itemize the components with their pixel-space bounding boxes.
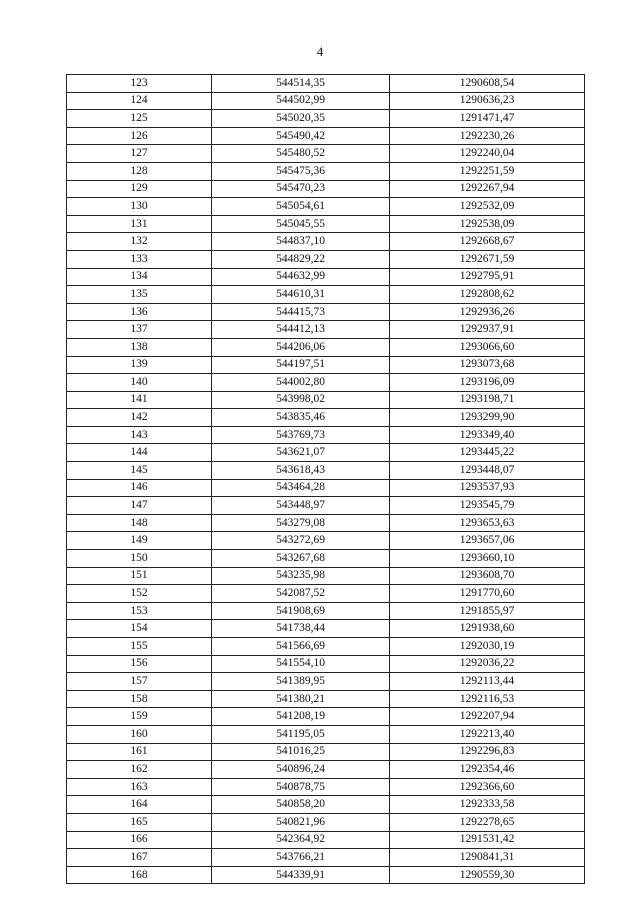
- table-row: [67, 356, 585, 374]
- x-coordinate-cell: 543618,43: [212, 462, 390, 480]
- table-row: [67, 585, 585, 603]
- table-row: [67, 321, 585, 339]
- y-coordinate-cell: 1292296,83: [390, 743, 585, 761]
- x-coordinate-cell: 542364,92: [212, 831, 390, 849]
- y-coordinate-cell: 1290608,54: [390, 75, 585, 93]
- x-coordinate-cell: 544632,99: [212, 268, 390, 286]
- x-coordinate-cell: 545470,23: [212, 180, 390, 198]
- point-number-cell: 164: [67, 796, 212, 814]
- x-coordinate-cell: 545045,55: [212, 215, 390, 233]
- x-coordinate-cell: 540858,20: [212, 796, 390, 814]
- y-coordinate-cell: 1293653,63: [390, 514, 585, 532]
- x-coordinate-cell: 543998,02: [212, 391, 390, 409]
- x-coordinate-cell: 541016,25: [212, 743, 390, 761]
- y-coordinate-cell: 1291770,60: [390, 585, 585, 603]
- y-coordinate-cell: 1290636,23: [390, 92, 585, 110]
- x-coordinate-cell: 541554,10: [212, 655, 390, 673]
- coordinates-table: [66, 74, 585, 884]
- point-number-cell: 155: [67, 638, 212, 656]
- x-coordinate-cell: 543769,73: [212, 426, 390, 444]
- table-row: [67, 725, 585, 743]
- x-coordinate-cell: 544610,31: [212, 286, 390, 304]
- table-row: [67, 620, 585, 638]
- x-coordinate-cell: 545490,42: [212, 127, 390, 145]
- x-coordinate-cell: 543272,69: [212, 532, 390, 550]
- x-coordinate-cell: 545020,35: [212, 110, 390, 128]
- point-number-cell: 144: [67, 444, 212, 462]
- y-coordinate-cell: 1293066,60: [390, 338, 585, 356]
- y-coordinate-cell: 1292354,46: [390, 761, 585, 779]
- x-coordinate-cell: 543279,08: [212, 514, 390, 532]
- table-row: [67, 761, 585, 779]
- point-number-cell: 136: [67, 303, 212, 321]
- x-coordinate-cell: 544339,91: [212, 866, 390, 884]
- y-coordinate-cell: 1293445,22: [390, 444, 585, 462]
- x-coordinate-cell: 541738,44: [212, 620, 390, 638]
- x-coordinate-cell: 541389,95: [212, 673, 390, 691]
- table-row: [67, 462, 585, 480]
- y-coordinate-cell: 1293537,93: [390, 479, 585, 497]
- table-row: [67, 497, 585, 515]
- y-coordinate-cell: 1293660,10: [390, 550, 585, 568]
- table-row: [67, 426, 585, 444]
- y-coordinate-cell: 1292808,62: [390, 286, 585, 304]
- y-coordinate-cell: 1292937,91: [390, 321, 585, 339]
- x-coordinate-cell: 540878,75: [212, 778, 390, 796]
- y-coordinate-cell: 1292333,58: [390, 796, 585, 814]
- table-row: [67, 708, 585, 726]
- y-coordinate-cell: 1292116,53: [390, 690, 585, 708]
- y-coordinate-cell: 1292240,04: [390, 145, 585, 163]
- x-coordinate-cell: 543448,97: [212, 497, 390, 515]
- y-coordinate-cell: 1292230,26: [390, 127, 585, 145]
- table-row: [67, 374, 585, 392]
- x-coordinate-cell: 541566,69: [212, 638, 390, 656]
- y-coordinate-cell: 1291471,47: [390, 110, 585, 128]
- y-coordinate-cell: 1293545,79: [390, 497, 585, 515]
- point-number-cell: 163: [67, 778, 212, 796]
- point-number-cell: 148: [67, 514, 212, 532]
- table-row: [67, 532, 585, 550]
- x-coordinate-cell: 540896,24: [212, 761, 390, 779]
- y-coordinate-cell: 1293448,07: [390, 462, 585, 480]
- y-coordinate-cell: 1292668,67: [390, 233, 585, 251]
- point-number-cell: 143: [67, 426, 212, 444]
- x-coordinate-cell: 543267,68: [212, 550, 390, 568]
- y-coordinate-cell: 1292795,91: [390, 268, 585, 286]
- y-coordinate-cell: 1292267,94: [390, 180, 585, 198]
- point-number-cell: 167: [67, 849, 212, 867]
- table-row: [67, 215, 585, 233]
- table-row: [67, 550, 585, 568]
- table-row: [67, 286, 585, 304]
- table-row: [67, 602, 585, 620]
- table-row: [67, 391, 585, 409]
- table-row: [67, 813, 585, 831]
- x-coordinate-cell: 540821,96: [212, 813, 390, 831]
- table-row: [67, 567, 585, 585]
- table-row: [67, 338, 585, 356]
- point-number-cell: 147: [67, 497, 212, 515]
- y-coordinate-cell: 1292936,26: [390, 303, 585, 321]
- x-coordinate-cell: 541195,05: [212, 725, 390, 743]
- x-coordinate-cell: 544837,10: [212, 233, 390, 251]
- x-coordinate-cell: 543464,28: [212, 479, 390, 497]
- point-number-cell: 138: [67, 338, 212, 356]
- table-row: [67, 514, 585, 532]
- point-number-cell: 123: [67, 75, 212, 93]
- y-coordinate-cell: 1292207,94: [390, 708, 585, 726]
- y-coordinate-cell: 1293608,70: [390, 567, 585, 585]
- page-number: 4: [316, 44, 324, 59]
- x-coordinate-cell: 543621,07: [212, 444, 390, 462]
- point-number-cell: 159: [67, 708, 212, 726]
- table-row: [67, 849, 585, 867]
- x-coordinate-cell: 545475,36: [212, 162, 390, 180]
- y-coordinate-cell: 1292532,09: [390, 198, 585, 216]
- point-number-cell: 140: [67, 374, 212, 392]
- table-row: [67, 655, 585, 673]
- point-number-cell: 154: [67, 620, 212, 638]
- point-number-cell: 131: [67, 215, 212, 233]
- point-number-cell: 168: [67, 866, 212, 884]
- point-number-cell: 127: [67, 145, 212, 163]
- x-coordinate-cell: 544197,51: [212, 356, 390, 374]
- y-coordinate-cell: 1293349,40: [390, 426, 585, 444]
- point-number-cell: 151: [67, 567, 212, 585]
- x-coordinate-cell: 541380,21: [212, 690, 390, 708]
- point-number-cell: 129: [67, 180, 212, 198]
- point-number-cell: 142: [67, 409, 212, 427]
- table-row: [67, 250, 585, 268]
- point-number-cell: 160: [67, 725, 212, 743]
- table-row: [67, 92, 585, 110]
- point-number-cell: 157: [67, 673, 212, 691]
- point-number-cell: 141: [67, 391, 212, 409]
- table-row: [67, 162, 585, 180]
- table-row: [67, 831, 585, 849]
- y-coordinate-cell: 1293299,90: [390, 409, 585, 427]
- y-coordinate-cell: 1292278,65: [390, 813, 585, 831]
- point-number-cell: 134: [67, 268, 212, 286]
- table-row: [67, 268, 585, 286]
- point-number-cell: 162: [67, 761, 212, 779]
- table-row: [67, 866, 585, 884]
- x-coordinate-cell: 544412,13: [212, 321, 390, 339]
- x-coordinate-cell: 544415,73: [212, 303, 390, 321]
- coordinates-table-body: [67, 75, 585, 884]
- x-coordinate-cell: 543835,46: [212, 409, 390, 427]
- point-number-cell: 145: [67, 462, 212, 480]
- y-coordinate-cell: 1292671,59: [390, 250, 585, 268]
- point-number-cell: 152: [67, 585, 212, 603]
- x-coordinate-cell: 544514,35: [212, 75, 390, 93]
- table-row: [67, 198, 585, 216]
- point-number-cell: 165: [67, 813, 212, 831]
- table-row: [67, 778, 585, 796]
- point-number-cell: 153: [67, 602, 212, 620]
- table-row: [67, 127, 585, 145]
- x-coordinate-cell: 542087,52: [212, 585, 390, 603]
- x-coordinate-cell: 541908,69: [212, 602, 390, 620]
- point-number-cell: 132: [67, 233, 212, 251]
- y-coordinate-cell: 1293657,06: [390, 532, 585, 550]
- y-coordinate-cell: 1291531,42: [390, 831, 585, 849]
- table-row: [67, 409, 585, 427]
- point-number-cell: 125: [67, 110, 212, 128]
- point-number-cell: 166: [67, 831, 212, 849]
- table-row: [67, 145, 585, 163]
- x-coordinate-cell: 544206,06: [212, 338, 390, 356]
- y-coordinate-cell: 1290841,31: [390, 849, 585, 867]
- y-coordinate-cell: 1293198,71: [390, 391, 585, 409]
- point-number-cell: 126: [67, 127, 212, 145]
- x-coordinate-cell: 541208,19: [212, 708, 390, 726]
- x-coordinate-cell: 543235,98: [212, 567, 390, 585]
- y-coordinate-cell: 1292366,60: [390, 778, 585, 796]
- point-number-cell: 139: [67, 356, 212, 374]
- point-number-cell: 128: [67, 162, 212, 180]
- point-number-cell: 133: [67, 250, 212, 268]
- point-number-cell: 161: [67, 743, 212, 761]
- x-coordinate-cell: 543766,21: [212, 849, 390, 867]
- y-coordinate-cell: 1292036,22: [390, 655, 585, 673]
- table-row: [67, 743, 585, 761]
- point-number-cell: 137: [67, 321, 212, 339]
- table-row: [67, 638, 585, 656]
- table-row: [67, 75, 585, 93]
- point-number-cell: 149: [67, 532, 212, 550]
- point-number-cell: 156: [67, 655, 212, 673]
- table-row: [67, 444, 585, 462]
- y-coordinate-cell: 1290559,30: [390, 866, 585, 884]
- x-coordinate-cell: 544502,99: [212, 92, 390, 110]
- x-coordinate-cell: 545054,61: [212, 198, 390, 216]
- table-row: [67, 673, 585, 691]
- table-row: [67, 180, 585, 198]
- table-row: [67, 690, 585, 708]
- point-number-cell: 124: [67, 92, 212, 110]
- y-coordinate-cell: 1292113,44: [390, 673, 585, 691]
- x-coordinate-cell: 544829,22: [212, 250, 390, 268]
- y-coordinate-cell: 1292538,09: [390, 215, 585, 233]
- y-coordinate-cell: 1292251,59: [390, 162, 585, 180]
- y-coordinate-cell: 1292213,40: [390, 725, 585, 743]
- y-coordinate-cell: 1291855,97: [390, 602, 585, 620]
- table-row: [67, 796, 585, 814]
- point-number-cell: 135: [67, 286, 212, 304]
- y-coordinate-cell: 1291938,60: [390, 620, 585, 638]
- table-row: [67, 479, 585, 497]
- point-number-cell: 150: [67, 550, 212, 568]
- table-row: [67, 303, 585, 321]
- x-coordinate-cell: 545480,52: [212, 145, 390, 163]
- point-number-cell: 146: [67, 479, 212, 497]
- table-row: [67, 233, 585, 251]
- y-coordinate-cell: 1292030,19: [390, 638, 585, 656]
- point-number-cell: 158: [67, 690, 212, 708]
- point-number-cell: 130: [67, 198, 212, 216]
- x-coordinate-cell: 544002,80: [212, 374, 390, 392]
- y-coordinate-cell: 1293196,09: [390, 374, 585, 392]
- table-row: [67, 110, 585, 128]
- y-coordinate-cell: 1293073,68: [390, 356, 585, 374]
